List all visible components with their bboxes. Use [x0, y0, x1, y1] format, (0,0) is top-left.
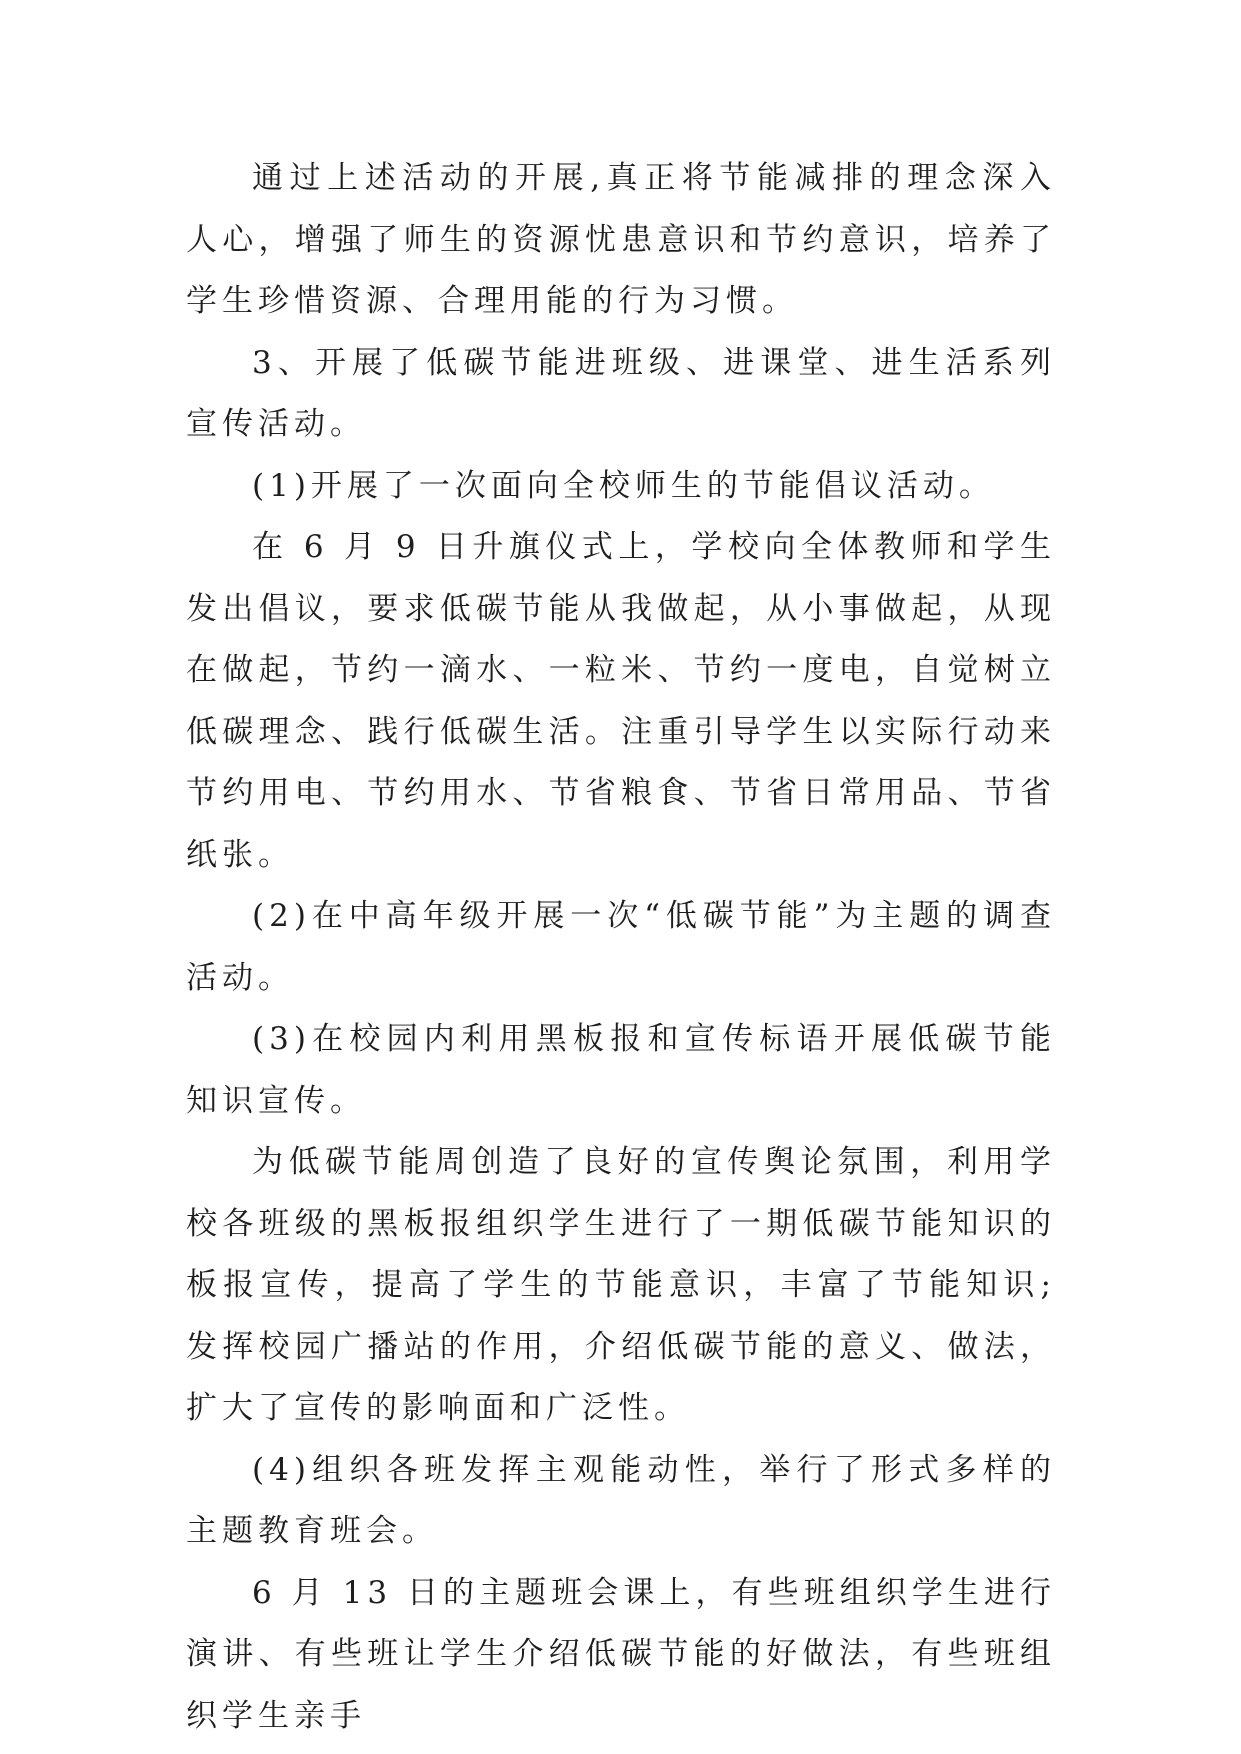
paragraph-3: (1)开展了一次面向全校师生的节能倡议活动。: [252, 467, 995, 504]
paragraph-1: 通过上述活动的开展,真正将节能减排的理念深入人心，增强了师生的资源忧患意识和节约意识，培养了学生珍惜资源、合理用能的行为习惯。: [186, 160, 1056, 319]
paragraph-8: (4)组织各班发挥主观能动性，举行了形式多样的主题教育班会。: [186, 1451, 1056, 1549]
paragraph-5: (2)在中高年级开展一次“低碳节能”为主题的调查活动。: [186, 898, 1056, 996]
paragraph-4: 在 6 月 9 日升旗仪式上，学校向全体教师和学生发出倡议，要求低碳节能从我做起，从小事做起，从现在做起，节约一滴水、一粒米、节约一度电，自觉树立低碳理念、践行低碳生活。注重引导学生以实际行动来节约用电、节约用水、节省粮食、节省日常用品、节省纸张。: [186, 529, 1056, 873]
document-body: [186, 148, 1056, 1747]
paragraph-7: 为低碳节能周创造了良好的宣传舆论氛围，利用学校各班级的黑板报组织学生进行了一期低碳节能知识的板报宣传，提高了学生的节能意识，丰富了节能知识;发挥校园广播站的作用，介绍低碳节能的意义、做法，扩大了宣传的影响面和广泛性。: [186, 1144, 1056, 1426]
paragraph-2: 3、开展了低碳节能进班级、进课堂、进生活系列宣传活动。: [186, 344, 1056, 442]
paragraph-6: (3)在校园内利用黑板报和宣传标语开展低碳节能知识宣传。: [186, 1021, 1056, 1119]
paragraph-9: 6 月 13 日的主题班会课上，有些班组织学生进行演讲、有些班让学生介绍低碳节能的好做法，有些班组织学生亲手: [186, 1574, 1056, 1734]
